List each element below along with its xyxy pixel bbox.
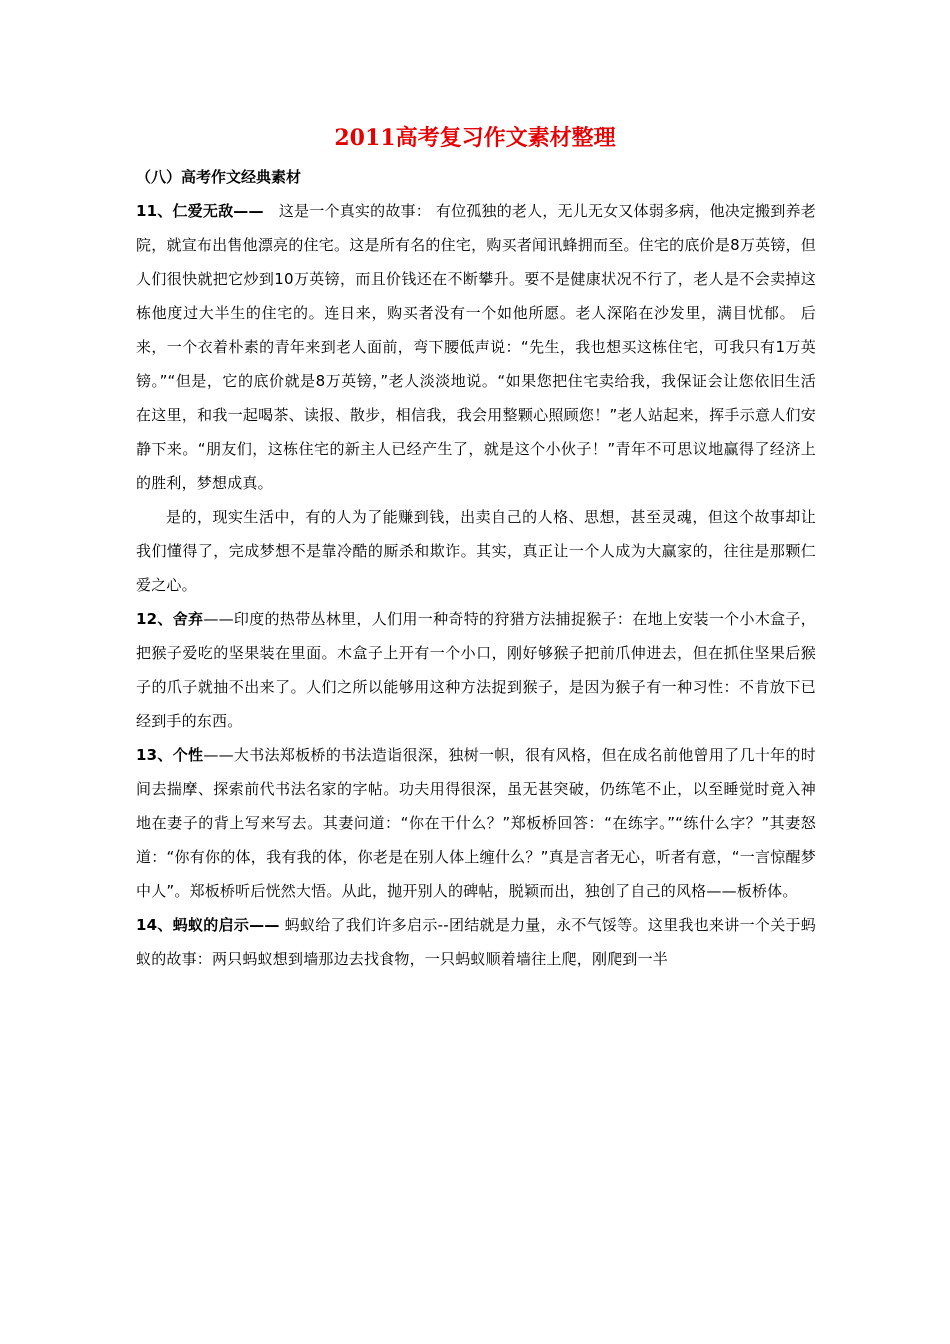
item-text: 这是一个真实的故事： 有位孤独的老人，无儿无女又体弱多病，他决定搬到养老院，就宣布出售他漂亮的住宅。这是所有名的住宅，购买者闻讯蜂拥而至。住宅的底价是8万英镑，但人们很快就把它炒到10万英镑，而且价钱还在不断攀升。要不是健康状况不行了，老人是不会卖掉这栋他度过大半生的住宅的。连日来，购买者没有一个如他所愿。老人深陷在沙发里，满目忧郁。 后来，一个衣着朴素的青年来到老人面前，弯下腰低声说：“先生，我也想买这栋住宅，可我只有1万英镑。”“但是，它的底价就是8万英镑，”老人淡淡地说。“如果您把住宅卖给我，我保证会让您依旧生活在这里，和我一起喝茶、读报、散步，相信我，我会用整颗心照顾您！”老人站起来，挥手示意人们安静下来。“朋友们，这栋住宅的新主人已经产生了，就是这个小伙子！”青年不可思议地赢得了经济上的胜利，梦想成真。: [136, 202, 816, 492]
item-title: 个性: [172, 746, 204, 764]
document-body: [136, 160, 816, 976]
item-12: [136, 602, 816, 738]
item-11-followup: 是的，现实生活中，有的人为了能赚到钱，出卖自己的人格、思想，甚至灵魂，但这个故事却让我们懂得了，完成梦想不是靠冷酷的厮杀和欺诈。其实，真正让一个人成为大赢家的，往往是那颗仁爱之心。: [136, 508, 816, 594]
item-title: 蚂蚁的启示: [172, 916, 250, 934]
item-13: [136, 738, 816, 908]
item-number: 14、: [136, 916, 173, 934]
document-title: 2011高考复习作文素材整理: [334, 125, 616, 151]
item-dash: ——: [203, 746, 234, 764]
item-number: 12、: [136, 610, 173, 628]
item-number: 11、: [136, 202, 173, 220]
item-title: 仁爱无敌: [172, 202, 234, 220]
item-11: [136, 194, 816, 500]
item-text: 印度的热带丛林里，人们用一种奇特的狩猎方法捕捉猴子：在地上安装一个小木盒子，把猴子爱吃的坚果装在里面。木盒子上开有一个小口，刚好够猴子把前爪伸进去，但在抓住坚果后猴子的爪子就抽不出来了。人们之所以能够用这种方法捉到猴子，是因为猴子有一种习性：不肯放下已经到手的东西。: [136, 610, 816, 730]
item-14: [136, 908, 816, 976]
section-heading: （八）高考作文经典素材: [136, 168, 302, 186]
item-dash: ——: [249, 916, 280, 934]
item-dash: ——: [233, 202, 264, 220]
item-number: 13、: [136, 746, 173, 764]
item-text: 蚂蚁给了我们许多启示--团结就是力量，永不气馁等。这里我也来讲一个关于蚂蚁的故事：两只蚂蚁想到墙那边去找食物，一只蚂蚁顺着墙往上爬，刚爬到一半: [136, 916, 816, 968]
item-dash: ——: [203, 610, 234, 628]
item-text: 大书法郑板桥的书法造诣很深，独树一帜，很有风格，但在成名前他曾用了几十年的时间去揣摩、探索前代书法名家的字帖。功夫用得很深，虽无甚突破，仍练笔不止，以至睡觉时竟入神地在妻子的背上写来写去。其妻问道：“你在干什么？”郑板桥回答：“在练字。”“练什么字？”其妻怒道：“你有你的体，我有我的体，你老是在别人体上缠什么？”真是言者无心，听者有意，“一言惊醒梦中人”。郑板桥听后恍然大悟。从此，抛开别人的碑帖，脱颖而出，独创了自己的风格——板桥体。: [136, 746, 816, 900]
item-title: 舍弃: [172, 610, 204, 628]
